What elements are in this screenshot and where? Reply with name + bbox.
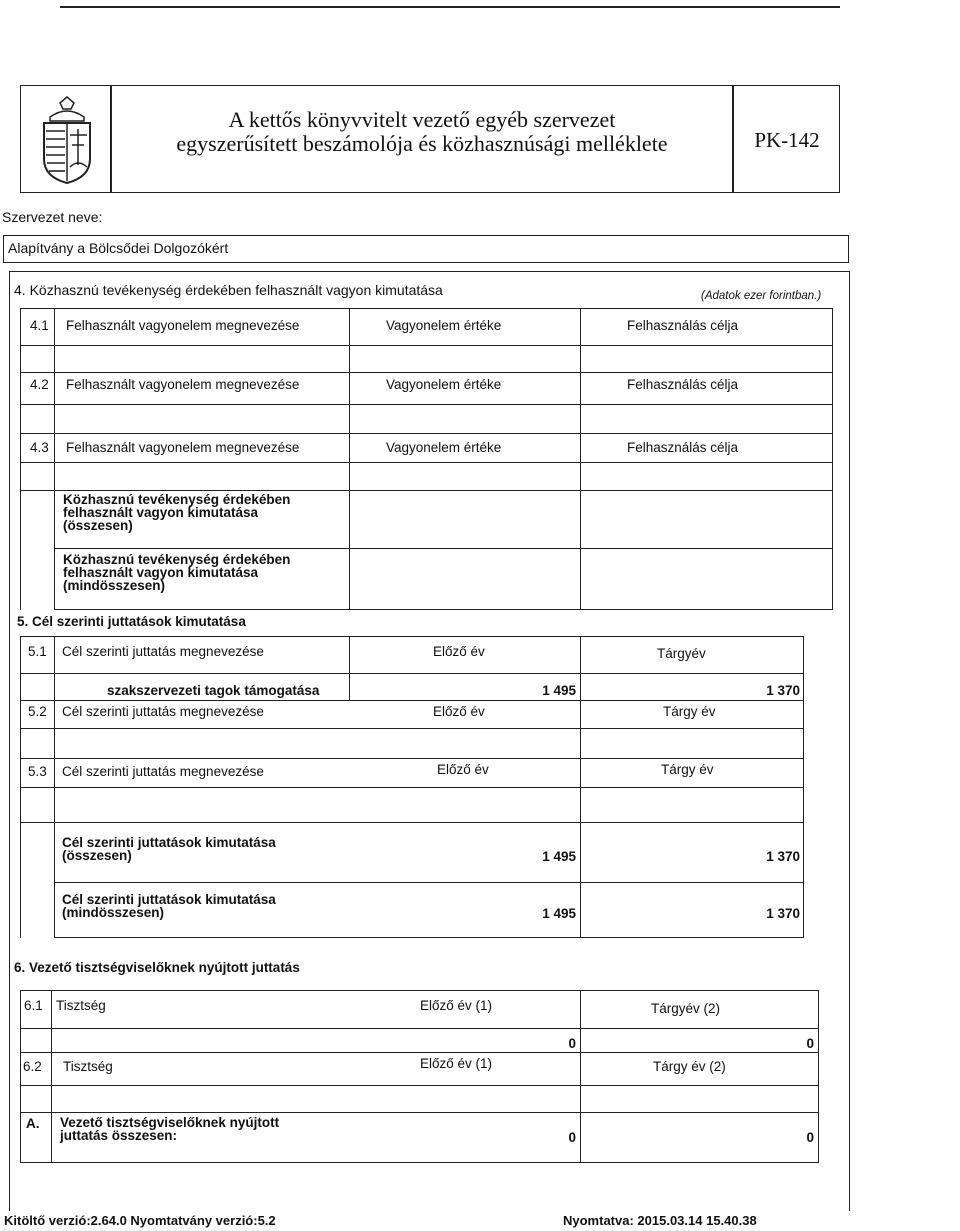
s6-grid (20, 1028, 819, 1029)
officer-total-curr-value: 0 (806, 1130, 814, 1145)
top-scan-line (60, 6, 840, 8)
s4-grid (20, 433, 833, 434)
org-name-field[interactable] (3, 235, 849, 263)
total-row-label: A. (26, 1116, 40, 1131)
s4-grid (20, 308, 833, 309)
s6-grid (51, 990, 52, 1163)
column-header: Cél szerinti juttatás megnevezése (62, 764, 264, 779)
form-title (112, 108, 732, 156)
column-header: Tárgy év (663, 704, 716, 719)
column-header: Felhasználás célja (627, 318, 739, 333)
section6-title: 6. Vezető tisztségviselőknek nyújtott juttatás (14, 960, 300, 975)
benefit-prev-value: 1 495 (542, 683, 576, 698)
s5-grid (20, 636, 804, 637)
s4-grid (20, 345, 833, 346)
row-number: 4.1 (30, 318, 49, 333)
footer-print-date: Nyomtatva: 2015.03.14 15.40.38 (563, 1213, 757, 1228)
benefit-curr-value: 1 370 (766, 683, 800, 698)
row-number: 4.2 (30, 377, 49, 392)
officer-curr-value: 0 (806, 1036, 814, 1051)
row-number: 6.1 (24, 998, 43, 1013)
s5-grid (20, 787, 804, 788)
frame-left (9, 271, 10, 1211)
officer-total-label: Vezető tisztségviselőknek nyújtott juttatás összesen: (60, 1115, 280, 1143)
s5-grid (54, 937, 804, 938)
s4-grid (20, 490, 833, 491)
title-line-2: egyszerűsített beszámolója és közhasznúsági melléklete (176, 131, 668, 156)
column-header: Tárgy év (661, 762, 714, 777)
grand-total-prev-value: 1 495 (542, 906, 576, 921)
s4-grid (20, 372, 833, 373)
column-header: Vagyonelem értéke (386, 440, 502, 455)
section4-title: 4. Közhasznú tevékenység érdekében felhasznált vagyon kimutatása (14, 282, 443, 298)
column-header: Előző év (1) (420, 1056, 493, 1071)
grand-total-label: Cél szerinti juttatások kimutatása (mindösszesen) (62, 892, 276, 920)
column-header: Tisztség (56, 998, 106, 1013)
column-header: Vagyonelem értéke (386, 318, 502, 333)
column-header: Vagyonelem értéke (386, 377, 502, 392)
s4-grid (580, 308, 581, 610)
column-header: Tárgy év (2) (653, 1059, 726, 1074)
s5-grid (20, 822, 804, 823)
frame-top (9, 271, 850, 272)
s4-grid (20, 462, 833, 463)
grand-total-curr-value: 1 370 (766, 906, 800, 921)
column-header: Felhasznált vagyonelem megnevezése (66, 318, 300, 333)
s6-grid (20, 1112, 819, 1113)
s4-grid (20, 308, 21, 610)
s6-grid (20, 1052, 819, 1053)
column-header: Felhasználás célja (627, 440, 739, 455)
column-header: Tisztség (63, 1059, 113, 1074)
s6-grid (580, 990, 581, 1163)
s4-grid (20, 404, 833, 405)
footer-version: Kitöltő verzió:2.64.0 Nyomtatvány verzió:5.2 (4, 1213, 276, 1228)
column-header: Felhasznált vagyonelem megnevezése (66, 440, 300, 455)
total-label: Közhasznú tevékenység érdekében felhasznált vagyon kimutatása (összesen) (63, 492, 291, 533)
s5-grid (20, 728, 804, 729)
officer-total-prev-value: 0 (568, 1130, 576, 1145)
s5-grid (20, 700, 804, 701)
column-header: Előző év (437, 762, 489, 777)
total-prev-value: 1 495 (542, 849, 576, 864)
s4-grid (54, 548, 833, 549)
s4-grid (54, 609, 833, 610)
org-name: Alapítvány a Bölcsődei Dolgozókért (8, 240, 229, 256)
title-line-1: A kettős könyvvitelt vezető egyéb szervezet (228, 107, 616, 132)
row-number: 4.3 (30, 440, 49, 455)
grand-total-label: Közhasznú tevékenység érdekében felhasznált vagyon kimutatása (mindösszesen) (63, 552, 291, 593)
unit-note: (Adatok ezer forintban.) (701, 290, 822, 302)
total-label: Cél szerinti juttatások kimutatása (összesen) (62, 835, 276, 863)
s5-grid (20, 673, 804, 674)
column-header: Felhasznált vagyonelem megnevezése (66, 377, 300, 392)
column-header: Előző év (433, 704, 485, 719)
column-header: Előző év (1) (420, 998, 493, 1013)
form-code: PK-142 (754, 128, 820, 152)
coat-of-arms-icon (36, 95, 98, 185)
row-number: 6.2 (23, 1059, 42, 1074)
total-curr-value: 1 370 (766, 849, 800, 864)
s6-grid (20, 990, 819, 991)
s5-grid (54, 882, 804, 883)
org-label: Szervezet neve: (2, 209, 103, 225)
row-number: 5.1 (28, 644, 47, 659)
column-header: Előző év (433, 644, 485, 659)
s5-grid (349, 636, 350, 700)
s6-grid (20, 1085, 819, 1086)
officer-prev-value: 0 (568, 1036, 576, 1051)
frame-right (849, 271, 850, 1211)
row-number: 5.3 (28, 764, 47, 779)
s4-grid (832, 308, 833, 610)
s5-grid (20, 758, 804, 759)
column-header: Tárgyév (657, 646, 706, 661)
column-header: Cél szerinti juttatás megnevezése (62, 644, 264, 659)
benefit-name: szakszervezeti tagok támogatása (107, 683, 320, 698)
row-number: 5.2 (28, 704, 47, 719)
s4-grid (54, 308, 55, 610)
s4-grid (349, 308, 350, 610)
column-header: Cél szerinti juttatás megnevezése (62, 704, 264, 719)
s6-grid (20, 990, 21, 1163)
s6-grid (20, 1162, 819, 1163)
s6-grid (818, 990, 819, 1163)
section5-title: 5. Cél szerinti juttatások kimutatása (17, 614, 246, 629)
column-header: Felhasználás célja (627, 377, 739, 392)
column-header: Tárgyév (2) (651, 1001, 721, 1016)
